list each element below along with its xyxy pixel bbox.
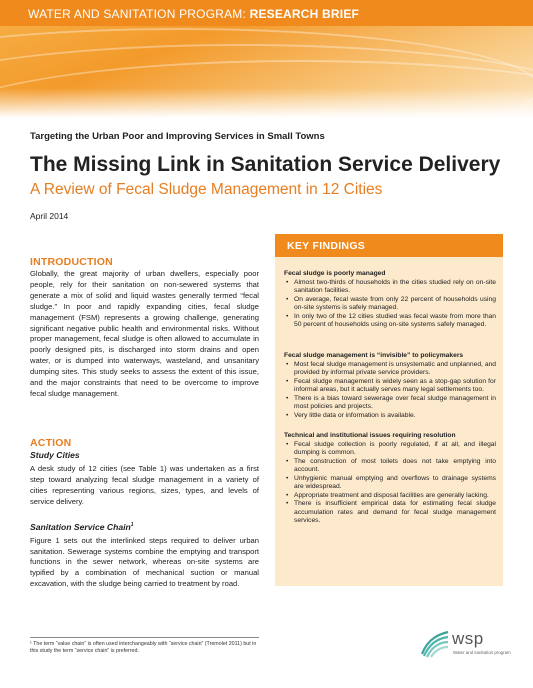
finding-item: • Appropriate treatment and disposal facilities are generally lacking. [284, 492, 496, 501]
action-section [30, 437, 259, 590]
finding-item: • There is a bias toward sewerage over fecal sludge management in most policies and projects. [284, 395, 496, 412]
series-label: Targeting the Urban Poor and Improving Services in Small Towns [30, 131, 325, 142]
finding-item: • Most fecal sludge management is unsystematic and unplanned, and provided by informal private service providers. [284, 361, 496, 378]
finding-item: • Fecal sludge collection is poorly regulated, if at all, and illegal dumping is common. [284, 441, 496, 458]
findings-group [284, 352, 496, 420]
wsp-logo [420, 626, 520, 672]
wsp-logo-name: wsp [452, 629, 484, 648]
study-cities-heading: Study Cities [30, 450, 80, 460]
wsp-logo-mark-icon [420, 628, 450, 658]
findings-group [284, 432, 496, 526]
key-findings-box [275, 234, 503, 586]
footnote: ¹ The term “value chain” is often used interchangeably with “service chain” (Tremolet 2011) but in this study the term “service chain” is preferred. [30, 641, 257, 655]
header-fade [0, 88, 533, 118]
service-chain-text: Figure 1 sets out the interlinked steps required to deliver urban sanitation. Sewerage systems combine the emptying and transport functions in the sewer network, whereas on-site systems are typified by a combination of mechanical suction or manual excavation, with the sludge being carried to treatment by road. [30, 535, 259, 589]
footnote-divider [30, 637, 259, 638]
page-title: The Missing Link in Sanitation Service Delivery [30, 153, 501, 176]
introduction-heading: INTRODUCTION [30, 256, 113, 268]
wsp-logo-tagline: Water and sanitation program [453, 650, 511, 655]
finding-item: • Unhygienic manual emptying and overflows to drainage systems are widespread. [284, 475, 496, 492]
findings-list [284, 441, 496, 526]
findings-list [284, 279, 496, 330]
footnote-mark: 1 [130, 521, 134, 528]
finding-item: • Very little data or information is available. [284, 412, 496, 421]
findings-list [284, 361, 496, 421]
service-chain-heading [30, 522, 259, 532]
program-prefix: WATER AND SANITATION PROGRAM: [28, 7, 250, 21]
findings-group-title: Technical and institutional issues requiring resolution [284, 432, 456, 439]
program-suffix: RESEARCH BRIEF [249, 7, 360, 21]
page-subtitle: A Review of Fecal Sludge Management in 12 Cities [30, 181, 383, 198]
study-cities-text: A desk study of 12 cities (see Table 1) was undertaken as a first step toward analyzing fecal sludge management in a variety of cities representing various regions, sizes, types, and levels of service delivery. [30, 464, 259, 506]
program-label [28, 7, 359, 21]
header-banner [0, 0, 533, 118]
findings-group-title: Fecal sludge management is “invisible” to policymakers [284, 352, 464, 359]
finding-item: • In only two of the 12 cities studied was fecal waste from more than 50 percent of households using on-site systems safely managed. [284, 313, 496, 330]
introduction-text: Globally, the great majority of urban dwellers, especially poor people, rely for their sanitation on non-sewered systems that generate a mix of solid and liquid wastes generally termed “fecal sludge.” In poor and rapidly expanding cities, fecal sludge management (FSM) represents a growing challenge, generating significant negative public health and environmental risks. Without proper management, fecal sludge is often allowed to accumulate in poorly designed pits, is discharged into storm drains and open water, or is dumped into waterways, wasteland, and unsanitary dumping sites. This study seeks to assess the extent of this issue, and the major constraints that need to be overcome to improve fecal sludge management. [30, 269, 259, 398]
key-findings-title: KEY FINDINGS [287, 240, 366, 252]
publication-date: April 2014 [30, 211, 69, 221]
finding-item: • Almost two-thirds of households in the cities studied rely on on-site sanitation facilities. [284, 279, 496, 296]
introduction-section [30, 256, 259, 400]
service-chain-heading-text: Sanitation Service Chain [30, 521, 131, 532]
finding-item: • Fecal sludge management is widely seen as a stop-gap solution for informal areas, but it actually serves many legal settlements too. [284, 378, 496, 395]
findings-group [284, 270, 496, 330]
action-heading: ACTION [30, 437, 72, 449]
findings-group-title: Fecal sludge is poorly managed [284, 270, 386, 277]
finding-item: • On average, fecal waste from only 22 percent of households using on-site systems is safely managed. [284, 296, 496, 313]
finding-item: • There is insufficient empirical data for estimating fecal sludge accumulation rates and demand for fecal sludge management services. [284, 500, 496, 526]
finding-item: • The construction of most toilets does not take emptying into account. [284, 458, 496, 475]
